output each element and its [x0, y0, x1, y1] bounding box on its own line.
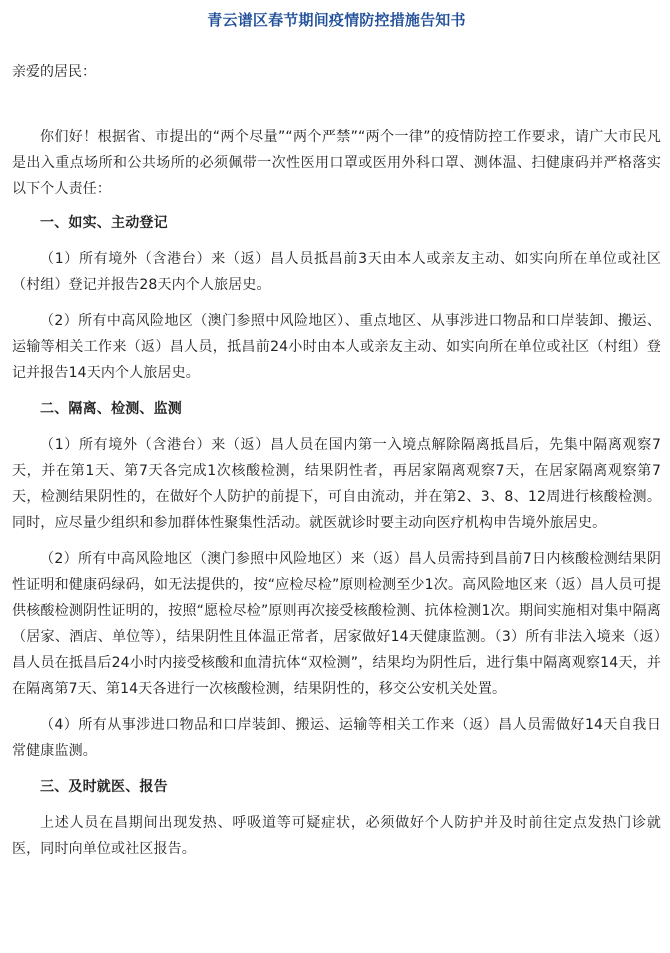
section-paragraph: （4）所有从事涉进口物品和口岸装卸、搬运、运输等相关工作来（返）昌人员需做好14天自我日常健康监测。 — [12, 717, 661, 759]
section-heading: 一、如实、主动登记 — [40, 215, 168, 231]
section-paragraph: （2）所有中高风险地区（澳门参照中风险地区）来（返）昌人员需持到昌前7日内核酸检测结果阴性证明和健康码绿码，如无法提供的，按“应检尽检”原则检测至少1次。高风险地区来（返）昌人员可提供核酸检测阴性证明的，按照“愿检尽检”原则再次接受核酸检测、抗体检测1次。期间实施相对集中隔离（居家、酒店、单位等），结果阴性且体温正常者，居家做好14天健康监测。（3）所有非法入境来（返）昌人员在抵昌后24小时内接受核酸和血清抗体“双检测”，结果均为阴性后，进行集中隔离观察14天，并在隔离第7天、第14天各进行一次核酸检测，结果阴性的，移交公安机关处置。 — [12, 551, 661, 697]
page-title: 青云谱区春节期间疫情防控措施告知书 — [207, 11, 466, 29]
section-medical-report — [12, 774, 661, 862]
section-heading: 三、及时就医、报告 — [40, 779, 168, 795]
section-paragraph: （1）所有境外（含港台）来（返）昌人员抵昌前3天由本人或亲友主动、如实向所在单位或社区（村组）登记并报告28天内个人旅居史。 — [12, 251, 661, 293]
notice-body — [12, 124, 661, 872]
section-isolation-testing — [12, 396, 661, 764]
section-paragraph: 上述人员在昌期间出现发热、呼吸道等可疑症状，必须做好个人防护并及时前往定点发热门诊就医，同时向单位或社区报告。 — [12, 815, 661, 857]
section-paragraph: （1）所有境外（含港台）来（返）昌人员在国内第一入境点解除隔离抵昌后，先集中隔离观察7天，并在第1天、第7天各完成1次核酸检测，结果阴性者，再居家隔离观察7天，在居家隔离观察第7天，检测结果阴性的，在做好个人防护的前提下，可自由流动，并在第2、3、8、12周进行核酸检测。同时，应尽量少组织和参加群体性聚集性活动。就医就诊时要主动向医疗机构申告境外旅居史。 — [12, 437, 661, 531]
section-registration — [12, 210, 661, 386]
greeting: 亲爱的居民： — [12, 64, 96, 80]
section-heading: 二、隔离、检测、监测 — [40, 401, 182, 417]
section-paragraph: （2）所有中高风险地区（澳门参照中风险地区）、重点地区、从事涉进口物品和口岸装卸、搬运、运输等相关工作来（返）昌人员，抵昌前24小时由本人或亲友主动、如实向所在单位或社区（村组）登记并报告14天内个人旅居史。 — [12, 313, 661, 381]
intro-paragraph: 你们好！根据省、市提出的“两个尽量”“两个严禁”“两个一律”的疫情防控工作要求，请广大市民凡是出入重点场所和公共场所的必须佩带一次性医用口罩或医用外科口罩、测体温、扫健康码并严格落实以下个人责任： — [12, 129, 661, 197]
